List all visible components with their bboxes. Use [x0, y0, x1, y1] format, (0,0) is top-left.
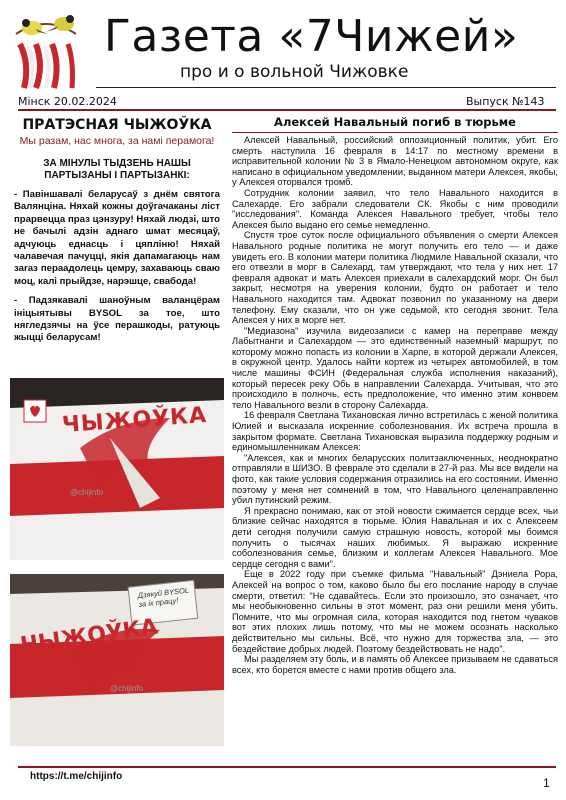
photo1-caption-text: ЧЫЖОЎКА — [61, 402, 208, 439]
photo2-watermark: @chijinfo — [110, 684, 144, 693]
article-paragraph: 16 февраля Светлана Тихановская лично встретилась с женой политика Юлией и высказала искренние соболезнования. Их встреча прошла в закрытом формате. Светлана Тихановская выразила поддержку родным и единомышленникам Алексея: — [232, 410, 558, 453]
issue-date: Мінск 20.02.2024 — [18, 95, 117, 108]
left-motto: Мы разам, нас многа, за намі перамога! — [19, 135, 215, 147]
protest-photo-1 — [10, 378, 224, 560]
protest-photo-2 — [10, 574, 224, 746]
article-title-rule — [232, 132, 558, 133]
article-paragraph: Еще в 2022 году при съемке фильма "Навальный" Дэниела Рора, Алексей на вопрос о том, каково было бы его послание народу в случае смерти, ответил: "Не сдавайтесь. Если это произошло, это означает, что мы необыкновенно сильны в этот момент, раз они решили меня убить. Помните, что мы огромная сила, которая находится под гнетом чуваков вот этих плохих лишь потому, что мы не можем осознать насколько действительно мы сильны. Всё, что нужно для торжества зла, — это бездействие добрых людей. Поэтому бездействовать не надо". — [232, 569, 558, 654]
masthead-divider — [96, 87, 556, 88]
newspaper-subtitle: про и о вольной Чижовке — [180, 62, 409, 82]
article-paragraph: Мы разделяем эту боль, и в память об Алексее призываем не сдаваться всех, кто борется вместе с нами против общего зла. — [232, 654, 558, 675]
article-paragraph: Я прекрасно понимаю, как от этой новости сжимается сердце всех, чьи близкие сейчас находятся в тюрьме. Юлия Навальная и их с Алексеем дети сегодня получили самую страшную новость, которой мы боимся получить о тысячах наших любимых. Я выражаю искренние соболезнования семье, близким и коллегам Алексея Навального. Мое сердце сегодня с вами". — [232, 505, 558, 569]
article-paragraph: "Алексея, как и многих беларусских политзаключенных, неоднократно отправляли в ШИЗО. В феврале это сделали в 27-й раз. Мы все видели на фото, как такие условия содержания отразились на его состоянии. Именно поэтому у меня нет сомнений в том, что Навального целенаправленно убил путинский режим. — [232, 452, 558, 506]
article-paragraph: Спустя трое суток после официального объявления о смерти Алексея Навального родные политика не могут получить его тело — и даже увидеть его. В колонии матери политика Людмиле Навальной сказали, что его отвезли в морг в Салехард, там утверждают, что тела у них нет. 17 февраля адвокат и мать Алексея приехали в салехардский морг. Он был закрыт, несмотря на уверения колонии, будто он работает и тело Навального находится там. Адвокат позвонил по указанному на двери телефону. Ему сказали, что он уже седьмой, кто сегодня звонит. Тела Алексея у них в морге нет. — [232, 230, 558, 326]
masthead — [0, 0, 566, 96]
week-item: - Падзякавалі шаноўным валанцёрам ініцыятывы BYSOL за тое, што нягледзячы на ўсе перашкоды, ратуюць жыцці беларусам! — [14, 295, 220, 344]
telegram-link[interactable]: https://t.me/chijinfo — [30, 771, 123, 782]
left-column — [10, 113, 224, 345]
left-heading: ПРАТЭСНАЯ ЧЫЖОЎКА — [22, 117, 212, 133]
week-item: - Павіншавалі беларусаў з днём святога Валянціна. Няхай кожны доўгачаканы ліст прарвецца праз цэнзуру! Няхай людзі, што не бачылі адзін аднаго шмат месяцаў, адчуюць еднасць і цяпліню! Няхай чалавечая пачуццi, якія дапамагаюць нам заraз пераадолець цемру, захаваюць сваю моц, калі прыйдзе, нарэшце, свабода! — [14, 189, 220, 287]
article — [232, 113, 558, 675]
issue-number: Выпуск №143 — [466, 95, 545, 108]
photo1-watermark: @chijinfo — [70, 488, 104, 497]
header-rule — [18, 109, 556, 111]
article-paragraph: "Медиазона" изучила видеозаписи с камер на переправе между Лабытнанги и Салехардом — это единственный наземный маршрут, по которому можно попасть из колонии в Харпе, в которой держали Алексея, в окружной центр. Удалось найти кортеж из четырех автомобилей, в том числе машины ФСИН (Федеральная служба исполнения наказаний), который пересек реку Обь в направлении Салехарда. Учитывая, что это происходило в полночь, есть предположение, что именно этим конвоем тело Навального везли в сторону Салехарда. — [232, 325, 558, 410]
article-paragraph: Алексей Навальный, российский оппозиционный политик, убит. Его смерть наступила 16 февраля в 14:17 по местному времени в исправительной колонии № 3 в Ямало-Ненецком автономном округе, как написано в официальном уведомлении, выданном матери Алексея, якобы, у Алексея оторвался тромб. — [232, 135, 558, 188]
newspaper-title: Газета «7Чижей» — [104, 11, 519, 62]
siskins-logo — [6, 4, 86, 92]
page-number: 1 — [543, 776, 550, 790]
week-heading: ЗА МІНУЛЫ ТЫДЗЕНЬ НАШЫ ПАРТЫЗАНЫ І ПАРТЫЗАНКІ: — [43, 158, 191, 181]
article-paragraph: Сотрудник колонии заявил, что тело Навального находится в Салехарде. Его забрали следователи СК. Якобы с ним проводили "исследования". Команда Алексея Навального требует, чтобы тело Алексея было выдано его семье немедленно. — [232, 187, 558, 230]
footer-rule — [18, 766, 556, 768]
photo2-handwritten-note: Дзякуй BYSOL за іх працу! — [137, 585, 190, 609]
article-title: Алексей Навальный погиб в тюрьме — [274, 115, 516, 129]
photo2-caption-text: ЧЫЖОЎКА — [18, 614, 160, 659]
